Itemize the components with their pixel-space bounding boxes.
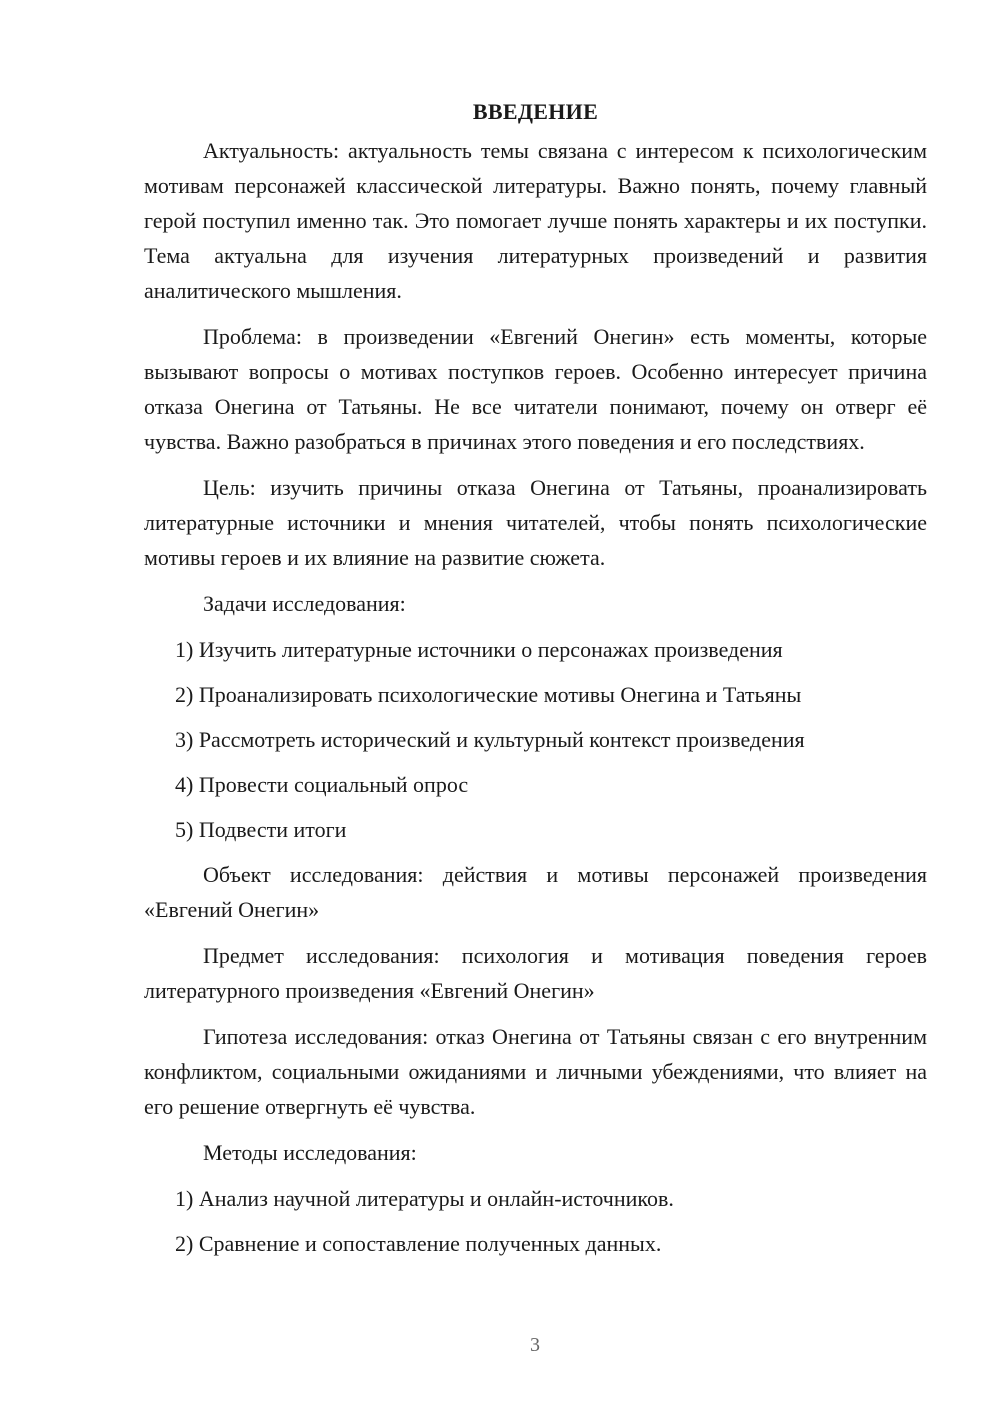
section-title: ВВЕДЕНИЕ (472, 99, 599, 124)
problem-paragraph: Проблема: в произведении «Евгений Онегин» есть моменты, которые вызывают вопросы о мотивах поступков героев. Особенно интересует причина отказа Онегина от Татьяны. Не все читатели понимают, почему он отверг её чувства. Важно разобраться в причинах этого поведения и его последствиях. (144, 324, 927, 454)
task-item: 4) Провести социальный опрос (175, 772, 469, 797)
method-item: 1) Анализ научной литературы и онлайн-источников. (175, 1186, 674, 1211)
method-item: 2) Сравнение и сопоставление полученных данных. (175, 1231, 662, 1256)
task-item: 1) Изучить литературные источники о персонажах произведения (175, 637, 783, 662)
task-item: 5) Подвести итоги (175, 817, 347, 842)
task-item: 2) Проанализировать психологические мотивы Онегина и Татьяны (175, 682, 802, 707)
subject-paragraph: Предмет исследования: психология и мотивация поведения героев литературного произведения «Евгений Онегин» (144, 943, 927, 1003)
object-paragraph: Объект исследования: действия и мотивы персонажей произведения «Евгений Онегин» (144, 862, 927, 922)
goal-paragraph: Цель: изучить причины отказа Онегина от Татьяны, проанализировать литературные источники и мнения читателей, чтобы понять психологические мотивы героев и их влияние на развитие сюжета. (144, 475, 927, 570)
methods-heading: Методы исследования: (203, 1140, 417, 1165)
hypothesis-paragraph: Гипотеза исследования: отказ Онегина от Татьяны связан с его внутренним конфликтом, социальными ожиданиями и личными убеждениями, что влияет на его решение отвергнуть её чувства. (144, 1024, 927, 1119)
page-content (144, 94, 927, 1271)
relevance-paragraph: Актуальность: актуальность темы связана с интересом к психологическим мотивам персонажей классической литературы. Важно понять, почему главный герой поступил именно так. Это помогает лучше понять характеры и их поступки. Тема актуальна для изучения литературных произведений и развития аналитического мышления. (144, 138, 927, 303)
task-item: 3) Рассмотреть исторический и культурный контекст произведения (175, 727, 805, 752)
tasks-heading: Задачи исследования: (203, 591, 406, 616)
page-number: 3 (530, 1334, 540, 1356)
